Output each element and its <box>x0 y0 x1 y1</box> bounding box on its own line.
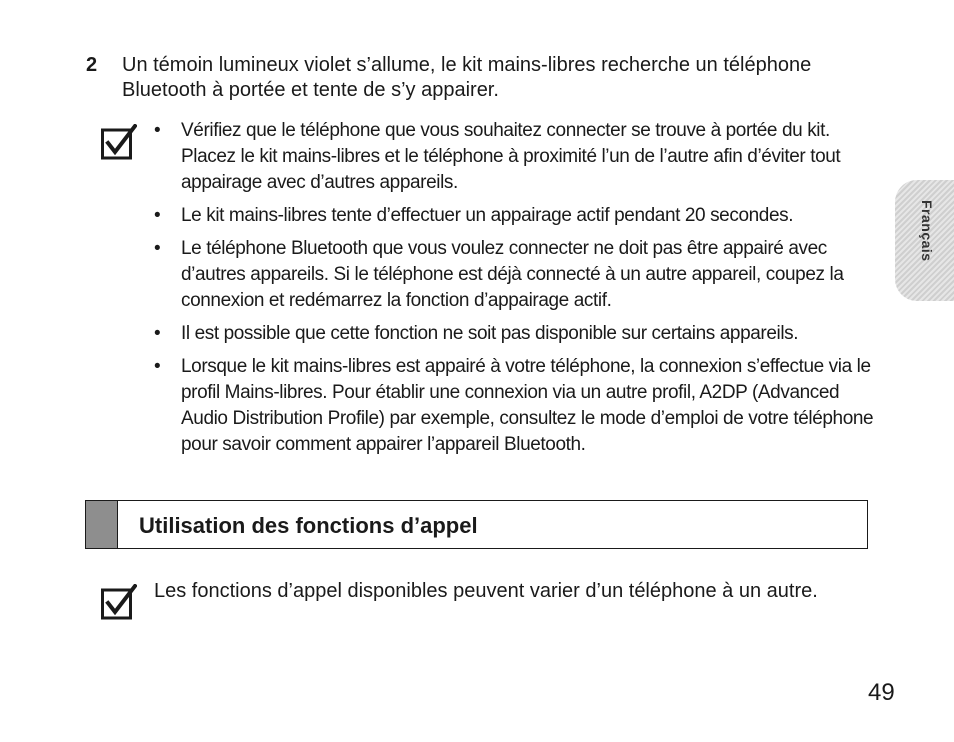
section-title: Utilisation des fonctions d’appel <box>139 513 478 538</box>
step-text: Un témoin lumineux violet s’allume, le kit mains-libres recherche un téléphone Bluetooth à portée et tente de s’y appairer. <box>122 54 812 101</box>
bullet-icon: • <box>154 323 161 344</box>
page-number: 49 <box>868 679 895 706</box>
list-item <box>154 118 874 196</box>
note-bullet-list <box>154 118 874 465</box>
checkbox-check-icon <box>101 584 137 620</box>
bullet-icon: • <box>154 238 161 259</box>
bullet-icon: • <box>154 120 161 141</box>
section-header <box>85 500 868 549</box>
bullet-icon: • <box>154 205 161 226</box>
language-tab-label: Français <box>919 200 935 262</box>
list-item <box>154 321 874 347</box>
list-item-text: Vérifiez que le téléphone que vous souhaitez connecter se trouve à portée du kit. Placez le kit mains-libres et le téléphone à proximité l’un de l’autre afin d’éviter tout appairage avec d’autres appareils. <box>181 120 841 193</box>
list-item <box>154 203 874 229</box>
bullet-icon: • <box>154 356 161 377</box>
call-functions-note: Les fonctions d’appel disponibles peuvent varier d’un téléphone à un autre. <box>154 580 818 602</box>
list-item <box>154 354 874 458</box>
checkbox-check-icon <box>101 124 137 160</box>
list-item-text: Lorsque le kit mains-libres est appairé à votre téléphone, la connexion s’effectue via le profil Mains-libres. Pour établir une connexion via un autre profil, A2DP (Advanced Audio Distribution Profile) par exemple, consultez le mode d’emploi de votre téléphone pour savoir comment appairer l’appareil Bluetooth. <box>181 356 874 455</box>
list-item-text: Le téléphone Bluetooth que vous voulez connecter ne doit pas être appairé avec d’autres appareils. Si le téléphone est déjà connecté à un autre appareil, coupez la connexion et redémarrez la fonction d’appairage actif. <box>181 238 844 311</box>
list-item-text: Il est possible que cette fonction ne soit pas disponible sur certains appareils. <box>181 323 799 344</box>
list-item <box>154 236 874 314</box>
section-marker <box>86 501 118 548</box>
list-item-text: Le kit mains-libres tente d’effectuer un appairage actif pendant 20 secondes. <box>181 205 794 226</box>
step-number: 2 <box>86 54 98 76</box>
